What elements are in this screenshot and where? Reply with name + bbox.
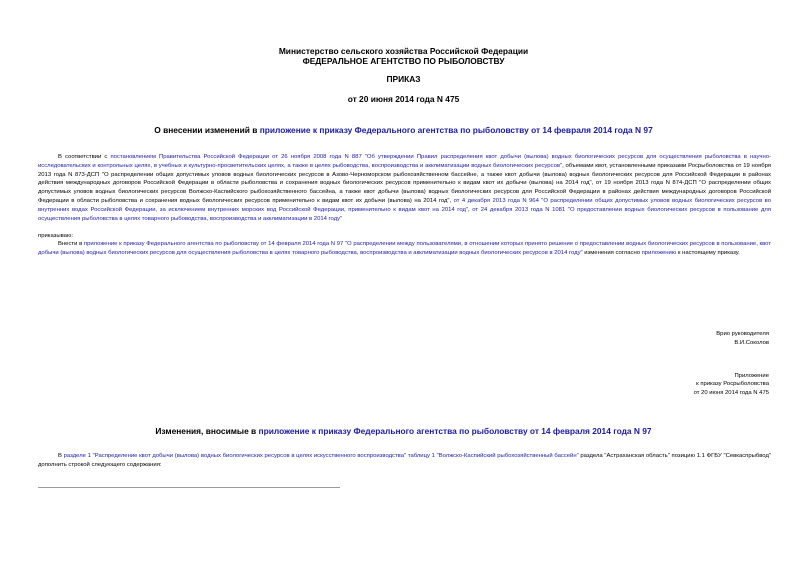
preamble-text-1: В соответствии с xyxy=(58,154,111,160)
preamble-link-order-964[interactable]: от 4 декабря 2013 года N 964 "О распределении общих допустимых уловов водных биологических ресурсов во внутренних водах Российской Федерации, за исключением внутренних морских вод Российской Федерации, применительно к видам квот на 2014 год" xyxy=(38,197,771,213)
document-title xyxy=(0,125,807,135)
preamble-link-order-1081[interactable]: от 24 декабря 2013 года N 1081 "О предоставлении водных биологических ресурсов в пользование для осуществления рыболовства в целях товарного рыбоводства, воспроизводства и акклиматизации в 2014 году" xyxy=(38,206,772,222)
document-date: от 20 июня 2014 года N 475 xyxy=(347,94,460,104)
preamble-text-2: , объемами квот, установленными приказами Росрыболовства от 19 ноября 2013 года N 873-ДСП "О распределении общих допустимых уловов водных биологических ресурсов в Азово-Черноморском рыбохозяйственном бассейне, а также квот добычи (вылова) водных биологических ресурсов для Российской Федерации в районах действия международных договоров Российской Федерации в области рыболовства и сохранения водных биологических ресурсов применительно к видам квот их добычи (вылова) на 2014 год", от 19 ноября 2013 года N 874-ДСП "О распределении общих допустимых уловов водных биологических ресурсов Волжско-Каспийского рыбохозяйственного бассейна, а также квот добычи (вылова) водных биологических ресурсов для Российской Федерации в районах действия международных договоров Российской Федерации в области рыболовства и сохранения водных биологических ресурсов применительно к видам квот их добычи (вылова) на 2014 год", xyxy=(38,162,771,204)
appendix-line-3: от 20 июня 2014 года N 475 xyxy=(693,389,769,396)
order-text-2: изменения согласно xyxy=(582,249,642,256)
changes-text-1: В xyxy=(58,453,64,459)
agency-name: ФЕДЕРАЛЬНОЕ АГЕНТСТВО ПО РЫБОЛОВСТВУ xyxy=(302,56,505,66)
order-link-appendix[interactable]: приложению xyxy=(641,249,677,256)
appendix-line-1: Приложение xyxy=(734,373,769,379)
footnote-divider xyxy=(38,487,340,488)
order-paragraph xyxy=(38,240,771,258)
preamble-text-3: , xyxy=(468,206,473,213)
title-link[interactable]: приложение к приказу Федерального агентства по рыболовству от 14 февраля 2014 года N 97 xyxy=(259,125,653,135)
signature-block xyxy=(716,330,769,348)
order-link-appendix-97[interactable]: приложение к приказу Федерального агентства по рыболовству от 14 февраля 2014 года N 97 "О распределении между пользователями, в отношении которых принято решение о предоставлении водных биологических ресурсов в пользование, квот добычи (вылова) водных биологических ресурсов для осуществления рыболовства в целях товарного рыбоводства, воспроизводства и акклиматизации водных биологических ресурсов в 2014 году" xyxy=(38,241,771,256)
changes-title xyxy=(0,426,807,436)
document-type: ПРИКАЗ xyxy=(386,74,421,84)
signature-position: Врио руководителя xyxy=(716,331,769,337)
order-text-3: к настоящему приказу. xyxy=(676,249,740,256)
signature-name: В.И.Соколов xyxy=(734,340,769,347)
changes-text-2: раздела "Астраханская область" позицию 1.1 ФГБУ "Севкаспрыбвод" дополнить строкой следующего содержания: xyxy=(38,453,771,468)
changes-link-section-1[interactable]: разделе 1 "Распределение квот добычи (вылова) водных биологических ресурсов в целях искусственного воспроизводства" таблицу 1 "Волжско-Каспийский рыбохозяйственный бассейн" xyxy=(63,453,579,459)
ministry-name: Министерство сельского хозяйства Российской Федерации xyxy=(278,46,529,56)
changes-title-prefix: Изменения, вносимые в xyxy=(155,426,259,436)
changes-title-link[interactable]: приложение к приказу Федерального агентства по рыболовству от 14 февраля 2014 года N 97 xyxy=(258,426,652,436)
changes-paragraph xyxy=(38,452,771,470)
title-prefix: О внесении изменений в xyxy=(154,125,260,135)
order-text-1: Внести в xyxy=(58,241,84,247)
preamble-link-decree-887[interactable]: постановлением Правительства Российской Федерации от 26 ноября 2008 года N 887 "Об утверждении Правил распределения квот добычи (вылова) водных биологических ресурсов для осуществления рыболовства в научно-исследовательских и контрольных целях, в учебных и культурно-просветительских целях, а также в целях рыбоводства, воспроизводства и акклиматизации водных биологических ресурсов" xyxy=(38,154,771,169)
appendix-reference xyxy=(694,372,769,397)
order-word: приказываю: xyxy=(38,233,74,239)
appendix-line-2: к приказу Росрыболовства xyxy=(696,381,769,388)
preamble-paragraph xyxy=(38,153,771,223)
